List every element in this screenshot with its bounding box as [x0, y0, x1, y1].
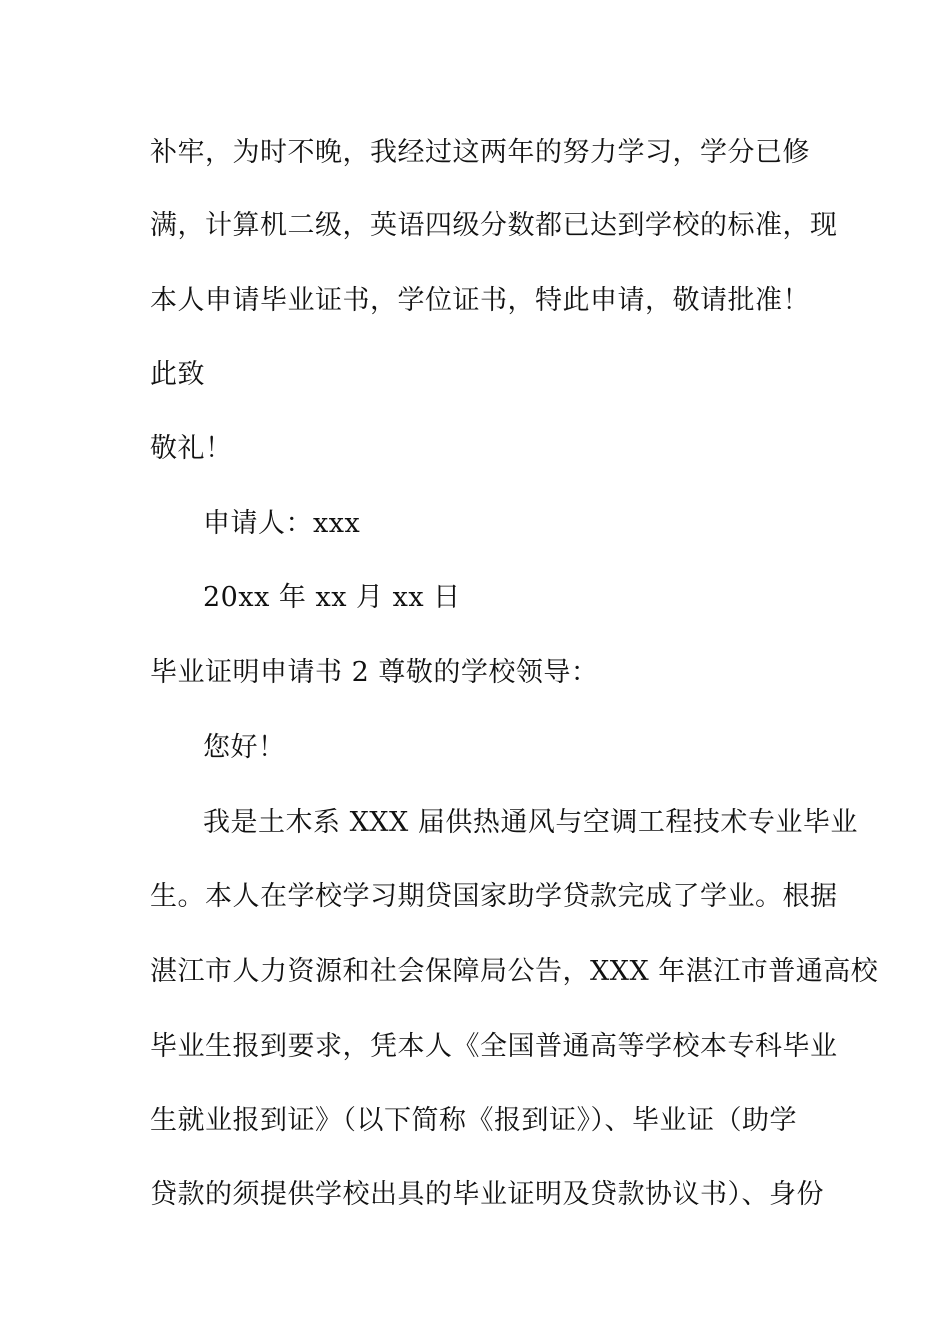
- paragraph-line: 湛江市人力资源和社会保障局公告，XXX 年湛江市普通高校: [150, 956, 879, 987]
- date-line: 20xx 年 xx 月 xx 日: [203, 582, 461, 613]
- paragraph-line: 贷款的须提供学校出具的毕业证明及贷款协议书）、身份: [150, 1179, 824, 1210]
- applicant-signature: 申请人：xxx: [203, 508, 361, 539]
- greeting: 您好！: [203, 732, 286, 763]
- section-heading: 毕业证明申请书 2 尊敬的学校领导：: [150, 657, 599, 688]
- paragraph-line: 生就业报到证》（以下简称《报到证》）、毕业证（助学: [150, 1105, 797, 1136]
- paragraph-line: 满，计算机二级，英语四级分数都已达到学校的标准，现: [150, 210, 838, 241]
- paragraph-line: 本人申请毕业证书，学位证书，特此申请，敬请批准！: [150, 285, 810, 316]
- paragraph-line: 我是土木系 XXX 届供热通风与空调工程技术专业毕业: [203, 807, 858, 838]
- paragraph-line: 生。本人在学校学习期贷国家助学贷款完成了学业。根据: [150, 881, 838, 912]
- paragraph-line: 补牢，为时不晚，我经过这两年的努力学习，学分已修: [150, 137, 810, 168]
- closing-phrase: 此致: [150, 359, 205, 390]
- paragraph-line: 毕业生报到要求，凭本人《全国普通高等学校本专科毕业: [150, 1031, 838, 1062]
- closing-salute: 敬礼！: [150, 433, 233, 464]
